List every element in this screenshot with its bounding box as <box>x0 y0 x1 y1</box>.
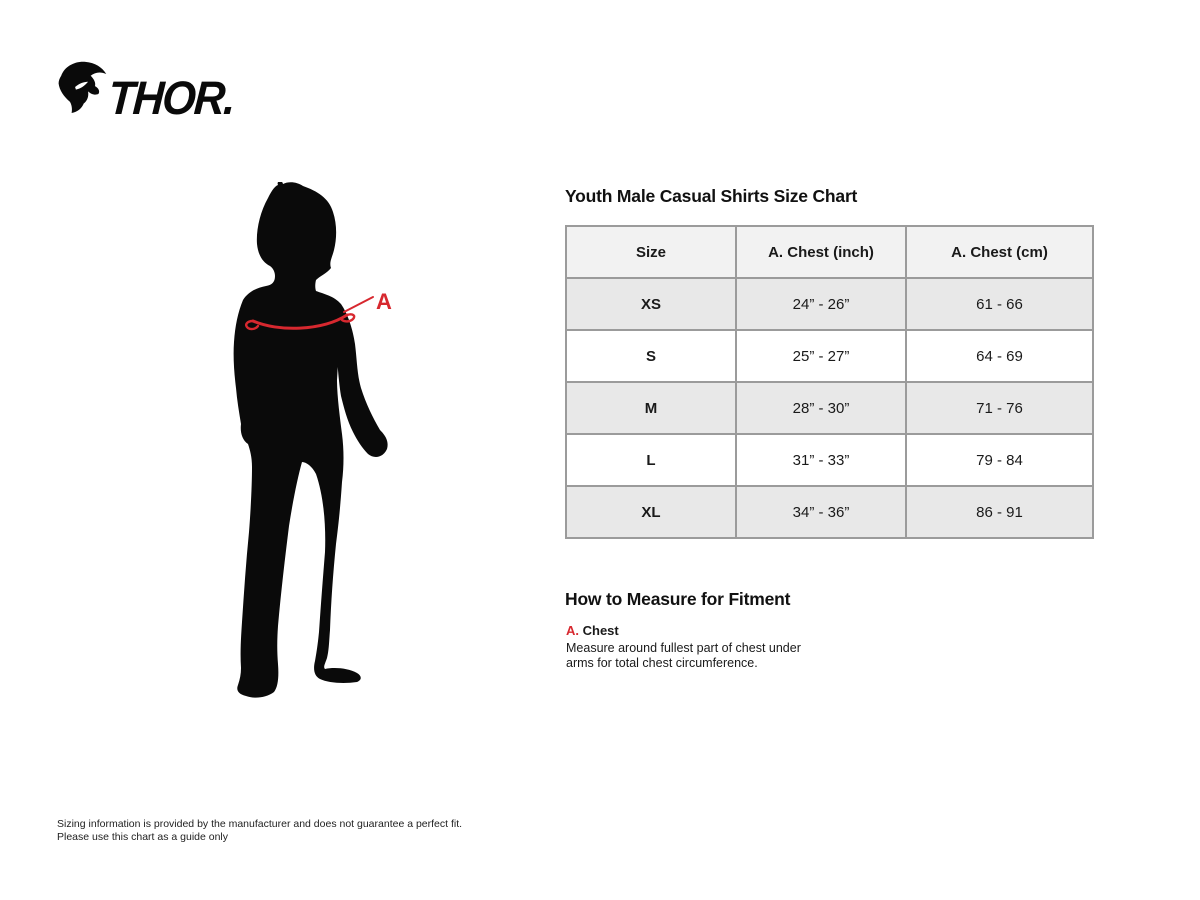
thor-wordmark: THOR. <box>106 71 236 124</box>
chest-cm-value: 79 - 84 <box>906 434 1093 486</box>
size-chart-table <box>565 225 1094 539</box>
disclaimer-line1: Sizing information is provided by the manufacturer and does not guarantee a perfect fit. <box>57 818 463 830</box>
chest-annotation-label: A <box>376 289 392 314</box>
table-row <box>566 486 1093 538</box>
size-value: XS <box>566 278 736 330</box>
measure-description-line2: arms for total chest circumference. <box>566 656 758 670</box>
column-header-size: Size <box>566 226 736 278</box>
column-header-chest-inch: A. Chest (inch) <box>736 226 906 278</box>
table-row <box>566 434 1093 486</box>
chest-cm-value: 64 - 69 <box>906 330 1093 382</box>
thor-logo <box>56 58 246 124</box>
chest-cm-value: 61 - 66 <box>906 278 1093 330</box>
measure-item-chest <box>566 623 619 638</box>
chest-cm-value: 71 - 76 <box>906 382 1093 434</box>
size-value: S <box>566 330 736 382</box>
size-value: L <box>566 434 736 486</box>
how-to-measure-heading: How to Measure for Fitment <box>565 589 791 609</box>
table-row <box>566 382 1093 434</box>
table-row <box>566 278 1093 330</box>
table-row <box>566 330 1093 382</box>
table-header-row <box>566 226 1093 278</box>
measurement-figure <box>226 182 398 704</box>
chest-inch-value: 24” - 26” <box>736 278 906 330</box>
sizing-disclaimer <box>57 818 462 843</box>
measure-description <box>566 641 806 671</box>
size-value: M <box>566 382 736 434</box>
disclaimer-line2: Please use this chart as a guide only <box>57 830 229 843</box>
column-header-chest-cm: A. Chest (cm) <box>906 226 1093 278</box>
chest-inch-value: 31” - 33” <box>736 434 906 486</box>
child-silhouette-graphic <box>226 182 398 704</box>
goat-head-icon <box>56 58 108 116</box>
size-value: XL <box>566 486 736 538</box>
measure-key: A. <box>566 623 579 638</box>
size-chart-title: Youth Male Casual Shirts Size Chart <box>565 186 858 206</box>
measure-description-line1: Measure around fullest part of chest under <box>566 641 801 655</box>
child-silhouette <box>234 182 388 698</box>
chest-inch-value: 28” - 30” <box>736 382 906 434</box>
chest-cm-value: 86 - 91 <box>906 486 1093 538</box>
measure-label: Chest <box>582 623 619 638</box>
chest-inch-value: 25” - 27” <box>736 330 906 382</box>
chest-inch-value: 34” - 36” <box>736 486 906 538</box>
